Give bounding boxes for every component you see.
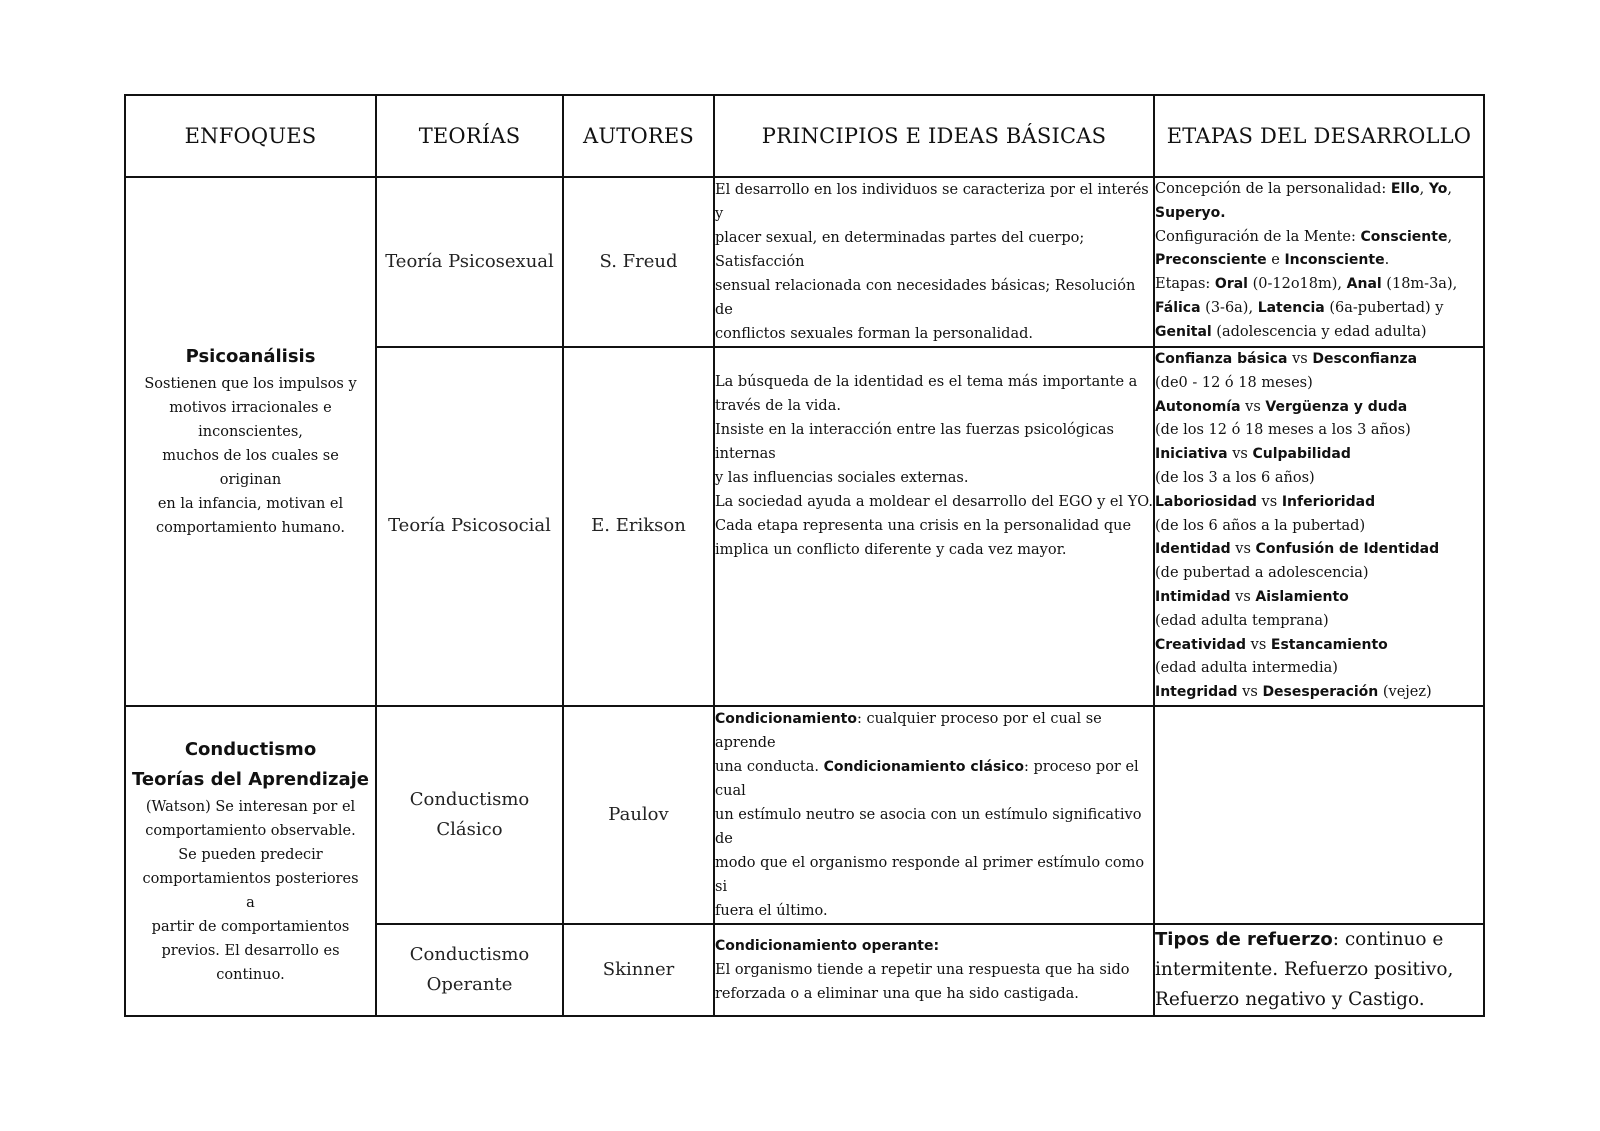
- header-autores: AUTORES: [563, 95, 714, 177]
- table-row-pavlov: [125, 706, 1484, 924]
- approach-title: Psicoanálisis: [185, 346, 316, 368]
- principles-skinner: Condicionamiento operante: El organismo tiende a repetir una respuesta que ha sido reforzada o a eliminar una que ha sido castigada.: [714, 924, 1154, 1016]
- theory-psicosexual: Teoría Psicosexual: [376, 177, 563, 347]
- principles-erikson: La búsqueda de la identidad es el tema más importante a través de la vida. Insiste en la interacción entre las fuerzas psicológicas internas y las influencias sociales externas. La sociedad ayuda a moldear el desarrollo del EGO y el YO. Cada etapa representa una crisis en la personalidad que implica un conflicto diferente y cada vez mayor.: [714, 347, 1154, 706]
- theory-psicosocial: Teoría Psicosocial: [376, 347, 563, 706]
- principles-freud: El desarrollo en los individuos se caracteriza por el interés y placer sexual, en determinadas partes del cuerpo; Satisfacción sensual relacionada con necesidades básicas; Resolución de conflictos sexuales forman la personalidad.: [714, 177, 1154, 347]
- header-enfoques: ENFOQUES: [125, 95, 376, 177]
- header-principios: PRINCIPIOS E IDEAS BÁSICAS: [714, 95, 1154, 177]
- stages-freud: Concepción de la personalidad: Ello, Yo, Superyo. Configuración de la Mente: Consciente, Preconsciente e Inconsciente. Etapas: Oral (0-12o18m), Anal (18m-3a), Fálica (3-6a), Latencia (6a-pubertad) y Genital (adolescencia y edad adulta): [1154, 177, 1484, 347]
- approach-description: Sostienen que los impulsos y motivos irracionales e inconscientes, muchos de los cuales se originan en la infancia, motivan el comportamiento humano.: [144, 376, 357, 537]
- header-teorias: TEORÍAS: [376, 95, 563, 177]
- stages-pavlov-empty: [1154, 706, 1484, 924]
- author-freud: S. Freud: [563, 177, 714, 347]
- theories-table: [124, 94, 1485, 1017]
- theory-conductismo-operante: Conductismo Operante: [376, 924, 563, 1016]
- table-row-freud: [125, 177, 1484, 347]
- header-etapas: ETAPAS DEL DESARROLLO: [1154, 95, 1484, 177]
- header-row: [125, 95, 1484, 177]
- approach-conductismo: [125, 706, 376, 1016]
- approach-psicoanalisis: [125, 177, 376, 706]
- stages-skinner: Tipos de refuerzo: continuo e intermitente. Refuerzo positivo, Refuerzo negativo y Castigo.: [1154, 924, 1484, 1016]
- author-erikson: E. Erikson: [563, 347, 714, 706]
- author-pavlov: Paulov: [563, 706, 714, 924]
- stages-erikson: Confianza básica vs Desconfianza (de0 - 12 ó 18 meses) Autonomía vs Vergüenza y duda (de los 12 ó 18 meses a los 3 años) Iniciativa vs Culpabilidad (de los 3 a los 6 años) Laboriosidad vs Inferioridad (de los 6 años a la pubertad) Identidad vs Confusión de Identidad (de pubertad a adolescencia) Intimidad vs Aislamiento (edad adulta temprana) Creatividad vs Estancamiento (edad adulta intermedia) Integridad vs Desesperación (vejez): [1154, 347, 1484, 706]
- approach-title: Conductismo: [184, 738, 317, 760]
- principles-pavlov: Condicionamiento: cualquier proceso por el cual se aprende una conducta. Condicionamiento clásico: proceso por el cual un estímulo neutro se asocia con un estímulo significativo de modo que el organismo responde al primer estímulo como si fuera el último.: [714, 706, 1154, 924]
- approach-subtitle: Teorías del Aprendizaje: [132, 768, 369, 790]
- theory-conductismo-clasico: Conductismo Clásico: [376, 706, 563, 924]
- approach-description: (Watson) Se interesan por el comportamiento observable. Se pueden predecir comportamientos posteriores a partir de comportamientos previos. El desarrollo es continuo.: [142, 798, 359, 983]
- author-skinner: Skinner: [563, 924, 714, 1016]
